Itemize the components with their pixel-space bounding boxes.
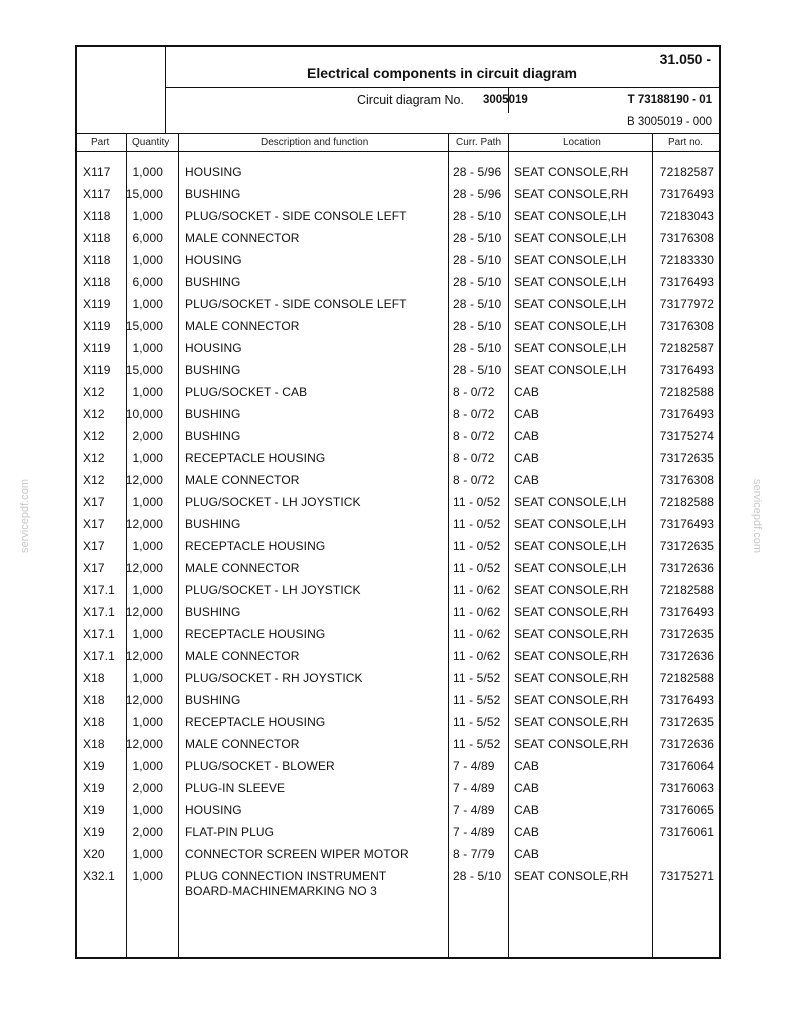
partno-cell: 73176063 xyxy=(659,781,714,795)
path-cell: 11 - 5/52 xyxy=(453,737,501,751)
part-cell: X32.1 xyxy=(83,869,115,883)
quantity-cell: 1,000 xyxy=(132,869,163,883)
part-cell: X17.1 xyxy=(83,649,115,663)
path-cell: 7 - 4/89 xyxy=(453,803,495,817)
partno-cell: 73176493 xyxy=(659,363,714,377)
part-cell: X118 xyxy=(83,209,111,223)
quantity-cell: 12,000 xyxy=(125,737,163,751)
location-cell: SEAT CONSOLE,RH xyxy=(514,187,629,201)
path-cell: 8 - 0/72 xyxy=(453,451,495,465)
col-header-quantity: Quantity xyxy=(132,137,170,148)
description-cell: PLUG/SOCKET - SIDE CONSOLE LEFT xyxy=(185,297,407,311)
description-cell: HOUSING xyxy=(185,165,242,179)
location-cell: SEAT CONSOLE,RH xyxy=(514,605,629,619)
location-cell: SEAT CONSOLE,RH xyxy=(514,627,629,641)
location-cell: SEAT CONSOLE,LH xyxy=(514,341,627,355)
description-cell: PLUG/SOCKET - LH JOYSTICK xyxy=(185,495,361,509)
description-cell: RECEPTACLE HOUSING xyxy=(185,715,326,729)
description-cell: MALE CONNECTOR xyxy=(185,561,300,575)
quantity-cell: 15,000 xyxy=(125,319,163,333)
partno-cell: 73176065 xyxy=(659,803,714,817)
partno-cell: 73172635 xyxy=(659,451,714,465)
part-cell: X17 xyxy=(83,495,105,509)
col-line-2 xyxy=(178,133,179,959)
quantity-cell: 1,000 xyxy=(132,385,163,399)
quantity-cell: 1,000 xyxy=(132,341,163,355)
description-cell: PLUG/SOCKET - BLOWER xyxy=(185,759,335,773)
location-cell: SEAT CONSOLE,RH xyxy=(514,671,629,685)
quantity-cell: 2,000 xyxy=(132,825,163,839)
description-cell: MALE CONNECTOR xyxy=(185,231,300,245)
partno-cell: 73176064 xyxy=(659,759,714,773)
part-cell: X12 xyxy=(83,429,105,443)
path-cell: 28 - 5/10 xyxy=(453,209,502,223)
path-cell: 8 - 0/72 xyxy=(453,385,495,399)
quantity-cell: 6,000 xyxy=(132,275,163,289)
part-cell: X119 xyxy=(83,319,111,333)
part-cell: X17 xyxy=(83,539,105,553)
quantity-cell: 1,000 xyxy=(132,495,163,509)
description-cell: MALE CONNECTOR xyxy=(185,737,300,751)
description-cell: CONNECTOR SCREEN WIPER MOTOR xyxy=(185,847,409,861)
path-cell: 11 - 0/62 xyxy=(453,605,501,619)
description-cell: HOUSING xyxy=(185,253,242,267)
quantity-cell: 1,000 xyxy=(132,759,163,773)
partno-cell: 73176493 xyxy=(659,187,714,201)
location-cell: SEAT CONSOLE,LH xyxy=(514,275,627,289)
quantity-cell: 12,000 xyxy=(125,693,163,707)
description-cell: PLUG/SOCKET - LH JOYSTICK xyxy=(185,583,361,597)
location-cell: SEAT CONSOLE,RH xyxy=(514,737,629,751)
col-header-location: Location xyxy=(563,137,601,148)
path-cell: 28 - 5/96 xyxy=(453,165,502,179)
path-cell: 28 - 5/96 xyxy=(453,187,502,201)
part-cell: X117 xyxy=(83,187,111,201)
location-cell: CAB xyxy=(514,847,539,861)
path-cell: 11 - 0/52 xyxy=(453,495,501,509)
location-cell: SEAT CONSOLE,LH xyxy=(514,495,627,509)
document-reference-1: T 73188190 - 01 xyxy=(627,94,712,106)
location-cell: SEAT CONSOLE,RH xyxy=(514,649,629,663)
partno-cell: 73176493 xyxy=(659,693,714,707)
partno-cell: 73176493 xyxy=(659,275,714,289)
location-cell: SEAT CONSOLE,RH xyxy=(514,715,629,729)
location-cell: SEAT CONSOLE,LH xyxy=(514,209,627,223)
partno-cell: 72182588 xyxy=(659,583,714,597)
location-cell: SEAT CONSOLE,RH xyxy=(514,869,629,883)
header-divider-left xyxy=(165,47,166,133)
partno-cell: 72182587 xyxy=(659,165,714,179)
part-cell: X12 xyxy=(83,385,105,399)
watermark-left: servicepdf.com xyxy=(18,479,31,553)
location-cell: SEAT CONSOLE,RH xyxy=(514,693,629,707)
description-cell: FLAT-PIN PLUG xyxy=(185,825,275,839)
quantity-cell: 1,000 xyxy=(132,539,163,553)
partno-cell: 72182588 xyxy=(659,671,714,685)
location-cell: CAB xyxy=(514,825,539,839)
partno-cell: 73176493 xyxy=(659,605,714,619)
col-header-description: Description and function xyxy=(261,137,369,148)
path-cell: 8 - 7/79 xyxy=(453,847,495,861)
description-cell: BUSHING xyxy=(185,517,241,531)
path-cell: 11 - 5/52 xyxy=(453,693,501,707)
description-cell: HOUSING xyxy=(185,803,242,817)
quantity-cell: 2,000 xyxy=(132,429,163,443)
column-header-line xyxy=(77,151,721,152)
location-cell: SEAT CONSOLE,RH xyxy=(514,583,629,597)
watermark-right: servicepdf.com xyxy=(750,479,763,553)
title-underline xyxy=(165,87,721,88)
partno-cell: 73176061 xyxy=(659,825,714,839)
path-cell: 8 - 0/72 xyxy=(453,407,495,421)
path-cell: 28 - 5/10 xyxy=(453,363,502,377)
path-cell: 28 - 5/10 xyxy=(453,275,502,289)
part-cell: X17 xyxy=(83,517,105,531)
quantity-cell: 1,000 xyxy=(132,671,163,685)
col-line-4 xyxy=(508,133,509,959)
description-cell: BUSHING xyxy=(185,363,241,377)
col-header-path: Curr. Path xyxy=(456,137,502,148)
path-cell: 28 - 5/10 xyxy=(453,297,502,311)
location-cell: CAB xyxy=(514,759,539,773)
path-cell: 11 - 5/52 xyxy=(453,715,501,729)
col-line-1 xyxy=(126,133,127,959)
description-cell: RECEPTACLE HOUSING xyxy=(185,627,326,641)
partno-cell: 73172635 xyxy=(659,627,714,641)
partno-cell: 73176493 xyxy=(659,517,714,531)
description-cell: PLUG/SOCKET - RH JOYSTICK xyxy=(185,671,363,685)
partno-cell: 72183330 xyxy=(659,253,714,267)
partno-cell: 73177972 xyxy=(659,297,714,311)
document-reference-2: B 3005019 - 000 xyxy=(626,116,712,128)
description-cell: RECEPTACLE HOUSING xyxy=(185,451,326,465)
part-cell: X19 xyxy=(83,825,105,839)
part-cell: X18 xyxy=(83,693,105,707)
partno-cell: 73172636 xyxy=(659,649,714,663)
description-cell: BUSHING xyxy=(185,605,241,619)
location-cell: SEAT CONSOLE,LH xyxy=(514,297,627,311)
part-cell: X19 xyxy=(83,781,105,795)
partno-cell: 73176308 xyxy=(659,473,714,487)
quantity-cell: 10,000 xyxy=(125,407,163,421)
description-cell: PLUG-IN SLEEVE xyxy=(185,781,286,795)
part-cell: X18 xyxy=(83,737,105,751)
quantity-cell: 12,000 xyxy=(125,517,163,531)
part-cell: X17.1 xyxy=(83,627,115,641)
location-cell: SEAT CONSOLE,LH xyxy=(514,319,627,333)
circuit-diagram-number: 3005019 xyxy=(483,94,528,106)
partno-cell: 73172636 xyxy=(659,561,714,575)
partno-cell: 72182588 xyxy=(659,495,714,509)
page-title: Electrical components in circuit diagram xyxy=(307,65,577,81)
description-cell: MALE CONNECTOR xyxy=(185,649,300,663)
location-cell: SEAT CONSOLE,LH xyxy=(514,517,627,531)
description-cell-continued: BOARD-MACHINEMARKING NO 3 xyxy=(185,884,377,898)
parts-sheet xyxy=(75,45,721,959)
part-cell: X19 xyxy=(83,803,105,817)
quantity-cell: 6,000 xyxy=(132,231,163,245)
description-cell: BUSHING xyxy=(185,693,241,707)
path-cell: 7 - 4/89 xyxy=(453,781,495,795)
col-line-5 xyxy=(652,133,653,959)
quantity-cell: 1,000 xyxy=(132,253,163,267)
description-cell: PLUG/SOCKET - CAB xyxy=(185,385,308,399)
partno-cell: 73176308 xyxy=(659,319,714,333)
part-cell: X12 xyxy=(83,451,105,465)
part-cell: X118 xyxy=(83,253,111,267)
quantity-cell: 1,000 xyxy=(132,209,163,223)
header-bottom-line xyxy=(77,133,721,134)
path-cell: 28 - 5/10 xyxy=(453,319,502,333)
part-cell: X119 xyxy=(83,363,111,377)
quantity-cell: 1,000 xyxy=(132,451,163,465)
col-header-partno: Part no. xyxy=(668,137,704,148)
quantity-cell: 2,000 xyxy=(132,781,163,795)
partno-cell: 72183043 xyxy=(659,209,714,223)
quantity-cell: 1,000 xyxy=(132,297,163,311)
page-reference: 31.050 - xyxy=(659,51,711,67)
path-cell: 8 - 0/72 xyxy=(453,429,495,443)
location-cell: CAB xyxy=(514,429,539,443)
part-cell: X17.1 xyxy=(83,583,115,597)
description-cell: PLUG CONNECTION INSTRUMENT xyxy=(185,869,387,883)
path-cell: 28 - 5/10 xyxy=(453,253,502,267)
partno-cell: 73176308 xyxy=(659,231,714,245)
part-cell: X118 xyxy=(83,275,111,289)
part-cell: X17 xyxy=(83,561,105,575)
part-cell: X20 xyxy=(83,847,105,861)
partno-cell: 72182587 xyxy=(659,341,714,355)
partno-cell: 73176493 xyxy=(659,407,714,421)
partno-cell: 73175271 xyxy=(659,869,714,883)
quantity-cell: 1,000 xyxy=(132,847,163,861)
description-cell: BUSHING xyxy=(185,275,241,289)
part-cell: X12 xyxy=(83,407,105,421)
quantity-cell: 12,000 xyxy=(125,649,163,663)
location-cell: CAB xyxy=(514,451,539,465)
quantity-cell: 15,000 xyxy=(125,363,163,377)
part-cell: X17.1 xyxy=(83,605,115,619)
path-cell: 11 - 5/52 xyxy=(453,671,501,685)
path-cell: 11 - 0/62 xyxy=(453,583,501,597)
description-cell: BUSHING xyxy=(185,187,241,201)
quantity-cell: 1,000 xyxy=(132,165,163,179)
path-cell: 28 - 5/10 xyxy=(453,869,502,883)
part-cell: X119 xyxy=(83,297,111,311)
quantity-cell: 12,000 xyxy=(125,561,163,575)
path-cell: 8 - 0/72 xyxy=(453,473,495,487)
location-cell: SEAT CONSOLE,LH xyxy=(514,231,627,245)
location-cell: SEAT CONSOLE,RH xyxy=(514,165,629,179)
col-header-part: Part xyxy=(91,137,110,148)
location-cell: SEAT CONSOLE,LH xyxy=(514,363,627,377)
path-cell: 11 - 0/62 xyxy=(453,627,501,641)
path-cell: 7 - 4/89 xyxy=(453,825,495,839)
path-cell: 11 - 0/52 xyxy=(453,561,501,575)
quantity-cell: 12,000 xyxy=(125,473,163,487)
part-cell: X117 xyxy=(83,165,111,179)
quantity-cell: 12,000 xyxy=(125,605,163,619)
quantity-cell: 1,000 xyxy=(132,627,163,641)
location-cell: CAB xyxy=(514,803,539,817)
partno-cell: 73172636 xyxy=(659,737,714,751)
partno-cell: 72182588 xyxy=(659,385,714,399)
part-cell: X12 xyxy=(83,473,105,487)
quantity-cell: 15,000 xyxy=(125,187,163,201)
part-cell: X18 xyxy=(83,715,105,729)
description-cell: RECEPTACLE HOUSING xyxy=(185,539,326,553)
part-cell: X18 xyxy=(83,671,105,685)
quantity-cell: 1,000 xyxy=(132,583,163,597)
path-cell: 11 - 0/52 xyxy=(453,539,501,553)
circuit-diagram-label: Circuit diagram No. xyxy=(357,93,464,107)
location-cell: SEAT CONSOLE,LH xyxy=(514,539,627,553)
part-cell: X119 xyxy=(83,341,111,355)
quantity-cell: 1,000 xyxy=(132,803,163,817)
description-cell: BUSHING xyxy=(185,407,241,421)
location-cell: SEAT CONSOLE,LH xyxy=(514,561,627,575)
path-cell: 28 - 5/10 xyxy=(453,341,502,355)
part-cell: X118 xyxy=(83,231,111,245)
col-line-3 xyxy=(448,133,449,959)
path-cell: 7 - 4/89 xyxy=(453,759,495,773)
location-cell: CAB xyxy=(514,781,539,795)
description-cell: MALE CONNECTOR xyxy=(185,473,300,487)
partno-cell: 73172635 xyxy=(659,715,714,729)
path-cell: 11 - 0/62 xyxy=(453,649,501,663)
path-cell: 28 - 5/10 xyxy=(453,231,502,245)
part-cell: X19 xyxy=(83,759,105,773)
location-cell: SEAT CONSOLE,LH xyxy=(514,253,627,267)
location-cell: CAB xyxy=(514,385,539,399)
partno-cell: 73172635 xyxy=(659,539,714,553)
path-cell: 11 - 0/52 xyxy=(453,517,501,531)
description-cell: MALE CONNECTOR xyxy=(185,319,300,333)
description-cell: PLUG/SOCKET - SIDE CONSOLE LEFT xyxy=(185,209,407,223)
location-cell: CAB xyxy=(514,407,539,421)
description-cell: HOUSING xyxy=(185,341,242,355)
location-cell: CAB xyxy=(514,473,539,487)
partno-cell: 73175274 xyxy=(659,429,714,443)
description-cell: BUSHING xyxy=(185,429,241,443)
quantity-cell: 1,000 xyxy=(132,715,163,729)
